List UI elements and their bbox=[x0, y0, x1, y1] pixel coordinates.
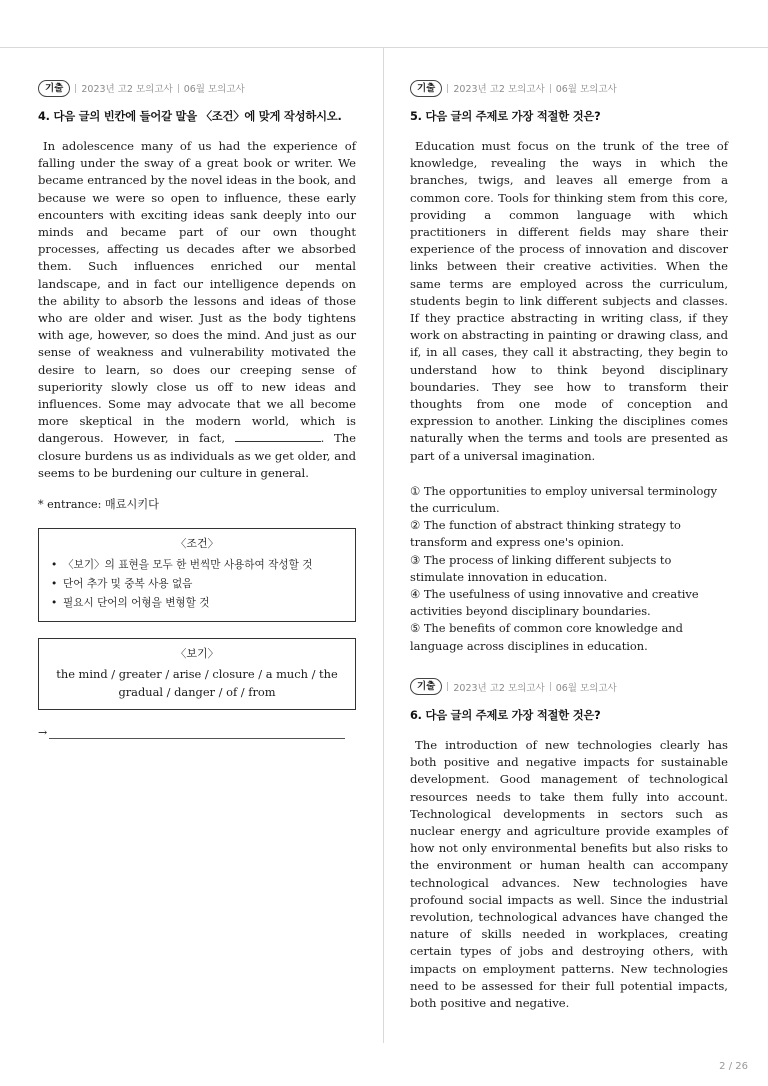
condition-item bbox=[47, 556, 347, 575]
answer-line bbox=[38, 726, 356, 739]
exam-month: 06월 모의고사 bbox=[555, 682, 617, 694]
condition-text: 필요시 단어의 어형을 변형할 것 bbox=[63, 597, 210, 610]
conditions-box bbox=[38, 528, 356, 622]
exam-month: 06월 모의고사 bbox=[555, 84, 617, 95]
word-box bbox=[38, 638, 356, 710]
bullet-icon: • bbox=[51, 578, 58, 591]
exam-year-grade: 2023년 고2 모의고사 bbox=[453, 84, 545, 95]
exam-year-grade: 2023년 고2 모의고사 bbox=[453, 682, 545, 694]
page-number: 2 / 26 bbox=[719, 1061, 748, 1072]
left-column bbox=[38, 78, 356, 739]
question-6 bbox=[410, 677, 728, 1012]
word-box-words: the mind / greater / arise / closure / a much / the gradual / danger / of / from bbox=[56, 667, 338, 699]
passage bbox=[38, 138, 356, 482]
exam-year-grade: 2023년 고2 모의고사 bbox=[81, 84, 173, 95]
word-box-title: 〈보기〉 bbox=[175, 647, 219, 661]
question-meta bbox=[410, 78, 728, 98]
question-5 bbox=[410, 78, 728, 655]
answer-options bbox=[410, 483, 728, 655]
question-title: 5. 다음 글의 주제로 가장 적절한 것은? bbox=[410, 110, 601, 123]
condition-text: 〈보기〉의 표현을 모두 한 번씩만 사용하여 작성할 것 bbox=[63, 559, 313, 572]
condition-item bbox=[47, 594, 347, 613]
right-column bbox=[410, 78, 728, 1012]
passage: Education must focus on the trunk of the tree of knowledge, revealing the ways in which the branches, twigs, and leaves all emerge from a common core. Tools for thinking stem from this core, providing a common language with which practitioners in different fields may share their experience of the process of innovation and discover links between their creative activities. When the same terms are employed across the curriculum, students begin to link different subjects and classes. If they practice abstracting in writing class, if they work on abstracting in painting or drawing class, and if, in all cases, they call it abstracting, they begin to understand how to think beyond disciplinary boundaries. They see how to transform their thoughts from one mode of conception and expression to another. Linking the disciplines comes naturally when the terms and tools are presented as part of a universal imagination. bbox=[410, 139, 728, 463]
option-3[interactable]: ③ The process of linking different subjects to stimulate innovation in education. bbox=[410, 552, 672, 584]
question-meta bbox=[38, 78, 356, 98]
arrow-icon: → bbox=[38, 726, 48, 740]
condition-text: 단어 추가 및 중복 사용 없음 bbox=[63, 578, 193, 591]
bullet-icon: • bbox=[51, 597, 58, 610]
passage-text-before: In adolescence many of us had the experience of falling under the sway of a great book or writer. We became entranced by the novel ideas in the book, and because we were so open to influence, these early encounters with exciting ideas sank deeply into our minds and became part of our own thought processes, affecting us decades after we absorbed them. Such influences enriched our mental landscape, and in fact our intelligence depends on the ability to absorb the lessons and ideas of those who are older and wiser. Just as the body tightens with age, however, so does the mind. And just as our sense of weakness and vulnerability motivated the desire to learn, so does our creeping sense of superiority slowly close us off to new ideas and influences. Some may advocate that we all become more skeptical in the modern world, which is dangerous. However, in fact, bbox=[38, 139, 356, 446]
option-2[interactable]: ② The function of abstract thinking strategy to transform and express one's opinion. bbox=[410, 518, 681, 550]
question-title: 6. 다음 글의 주제로 가장 적절한 것은? bbox=[410, 708, 601, 722]
answer-blank bbox=[235, 431, 321, 442]
footnote: * entrance: 매료시키다 bbox=[38, 498, 159, 512]
question-title: 4. 다음 글의 빈칸에 들어갈 말을 〈조건〉에 맞게 작성하시오. bbox=[38, 110, 342, 123]
column-divider bbox=[383, 48, 384, 1043]
passage: The introduction of new technologies clearly has both positive and negative impacts for sustainable development. Good management of technological resources needs to take them fully into account. Technological developments in sectors such as nuclear energy and agriculture provide examples of how not only environmental benefits but also risks to the environment or human health can accompany technological advances. New technologies have profound social impacts as well. Since the industrial revolution, technological advances have changed the nature of skills needed in workplaces, creating certain types of jobs and destroying others, with impacts on employment patterns. New technologies need to be assessed for their full potential impacts, both positive and negative. bbox=[410, 737, 728, 1010]
bullet-icon: • bbox=[51, 559, 58, 572]
conditions-title: 〈조건〉 bbox=[175, 537, 219, 551]
meta-separator bbox=[447, 682, 448, 691]
conditions-list bbox=[47, 556, 347, 613]
meta-separator bbox=[447, 84, 448, 93]
source-badge: 기출 bbox=[410, 678, 442, 695]
meta-separator bbox=[550, 84, 551, 93]
meta-separator bbox=[178, 84, 179, 93]
option-4[interactable]: ④ The usefulness of using innovative and creative activities beyond disciplinary boundaries. bbox=[410, 587, 699, 619]
source-badge: 기출 bbox=[38, 80, 70, 97]
meta-separator bbox=[75, 84, 76, 93]
source-badge: 기출 bbox=[410, 80, 442, 97]
option-1[interactable]: ① The opportunities to employ universal terminology the curriculum. bbox=[410, 483, 718, 516]
option-5[interactable]: ⑤ The benefits of common core knowledge and language across disciplines in education. bbox=[410, 621, 683, 653]
condition-item bbox=[47, 575, 347, 594]
answer-input-line[interactable] bbox=[49, 730, 345, 739]
meta-separator bbox=[550, 682, 551, 691]
exam-month: 06월 모의고사 bbox=[183, 84, 245, 95]
question-meta bbox=[410, 677, 728, 697]
passage-text-after: . The closure burdens us as individuals as we get older, and seems to be burdening our culture in general. bbox=[38, 431, 357, 480]
header-rule bbox=[0, 47, 768, 48]
